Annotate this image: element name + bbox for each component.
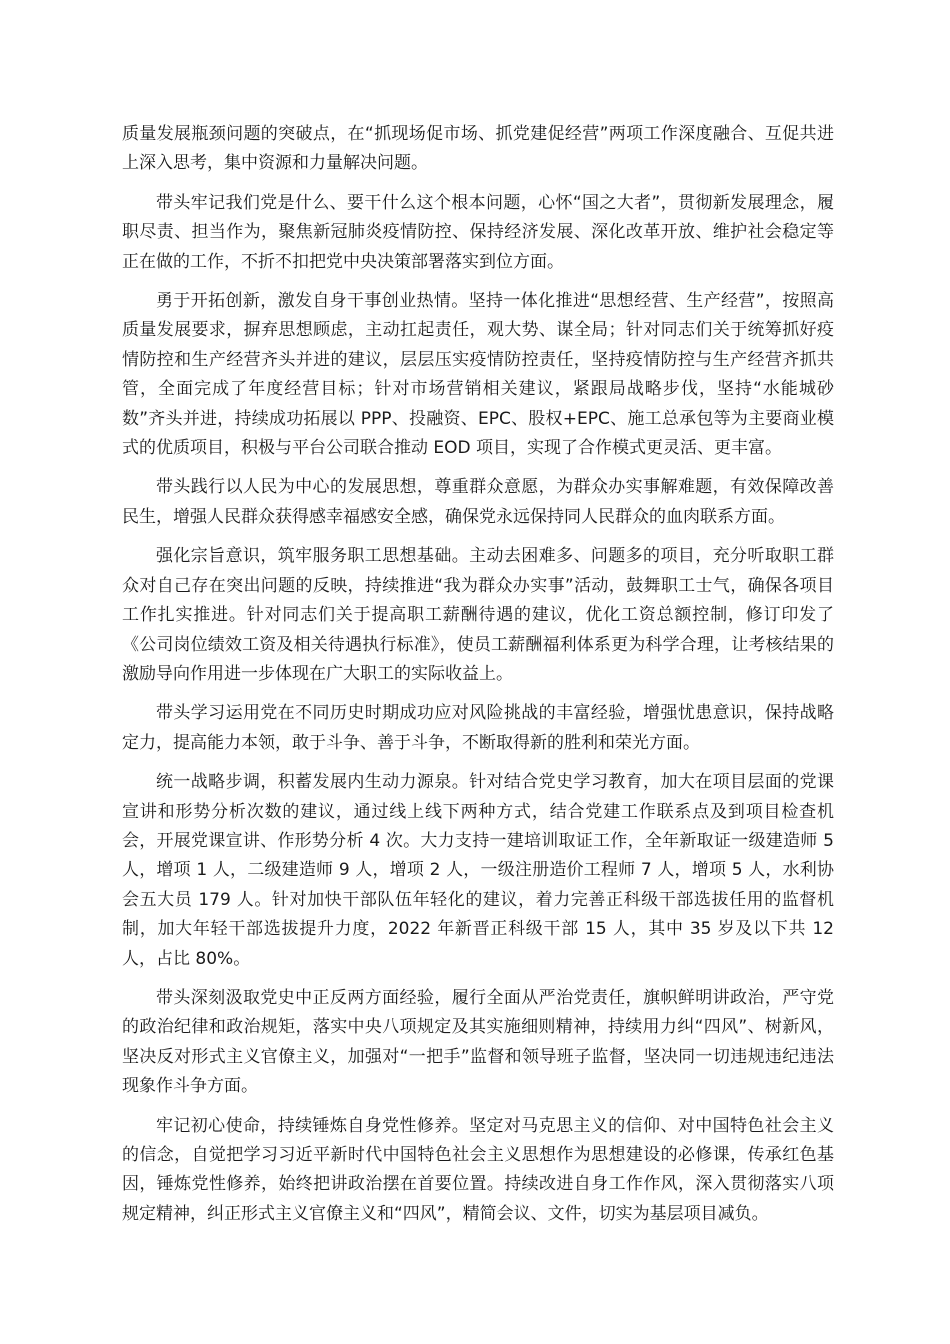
paragraph-item-1: 带头牢记我们党是什么、要干什么这个根本问题，心怀“国之大者”，贯彻新发展理念，履职尽责、担当作为，聚焦新冠肺炎疫情防控、保持经济发展、深化改革开放、维护社会稳定等正在做的工作，不折不扣把党中央决策部署落实到位方面。 <box>122 192 834 272</box>
paragraph-continuation: 质量发展瓶颈问题的突破点，在“抓现场促市场、抓党建促经营”两项工作深度融合、互促共进上深入思考，集中资源和力量解决问题。 <box>122 124 834 174</box>
paragraph-item-2: 勇于开拓创新，激发自身干事创业热情。坚持一体化推进“思想经营、生产经营”，按照高质量发展要求，摒弃思想顾虑，主动扛起责任，观大势、谋全局；针对同志们关于统筹抓好疫情防控和生产经营齐头并进的建议，层层压实疫情防控责任，坚持疫情防控与生产经营齐抓共管，全面完成了年度经营目标；针对市场营销相关建议，紧跟局战略步伐，坚持“水能城砂数”齐头并进，持续成功拓展以 PPP、投融资、EPC、股权+EPC、施工总承包等为主要商业模式的优质项目，积极与平台公司联合推动 EOD 项目，实现了合作模式更灵活、更丰富。 <box>122 291 834 459</box>
paragraph-item-7: 带头深刻汲取党史中正反两方面经验，履行全面从严治党责任，旗帜鲜明讲政治，严守党的政治纪律和政治规矩，落实中央八项规定及其实施细则精神，持续用力纠“四风”、树新风，坚决反对形式主义官僚主义，加强对“一把手”监督和领导班子监督，坚决同一切违规违纪违法现象作斗争方面。 <box>122 987 834 1097</box>
paragraph-item-5: 带头学习运用党在不同历史时期成功应对风险挑战的丰富经验，增强忧患意识，保持战略定力，提高能力本领，敢于斗争、善于斗争，不断取得新的胜利和荣光方面。 <box>122 703 834 753</box>
paragraph-item-4: 强化宗旨意识，筑牢服务职工思想基础。主动去困难多、问题多的项目，充分听取职工群众对自己存在突出问题的反映，持续推进“我为群众办实事”活动，鼓舞职工士气，确保各项目工作扎实推进。针对同志们关于提高职工薪酬待遇的建议，优化工资总额控制，修订印发了《公司岗位绩效工资及相关待遇执行标准》，使员工薪酬福利体系更为科学合理，让考核结果的激励导向作用进一步体现在广大职工的实际收益上。 <box>122 546 834 684</box>
paragraph-item-3: 带头践行以人民为中心的发展思想，尊重群众意愿，为群众办实事解难题，有效保障改善民生，增强人民群众获得感幸福感安全感，确保党永远保持同人民群众的血肉联系方面。 <box>122 477 834 527</box>
paragraph-item-6: 统一战略步调，积蓄发展内生动力源泉。针对结合党史学习教育，加大在项目层面的党课宣讲和形势分析次数的建议，通过线上线下两种方式，结合党建工作联系点及到项目检查机会，开展党课宣讲、作形势分析 4 次。大力支持一建培训取证工作，全年新取证一级建造师 5 人，增项 1 人，二级建造师 9 人，增项 2 人，一级注册造价工程师 7 人，增项 5 人，水利协会五大员 179 人。针对加快干部队伍年轻化的建议，着力完善正科级干部选拔任用的监督机制，加大年轻干部选拔提升力度，2022 年新晋正科级干部 15 人，其中 35 岁及以下共 12 人，占比 80%。 <box>122 772 834 969</box>
document-page <box>122 120 834 1239</box>
paragraph-item-8: 牢记初心使命，持续锤炼自身党性修养。坚定对马克思主义的信仰、对中国特色社会主义的信念，自觉把学习习近平新时代中国特色社会主义思想作为思想建设的必修课，传承红色基因，锤炼党性修养，始终把讲政治摆在首要位置。持续改进自身工作作风，深入贯彻落实八项规定精神，纠正形式主义官僚主义和“四风”，精简会议、文件，切实为基层项目减负。 <box>122 1115 834 1224</box>
